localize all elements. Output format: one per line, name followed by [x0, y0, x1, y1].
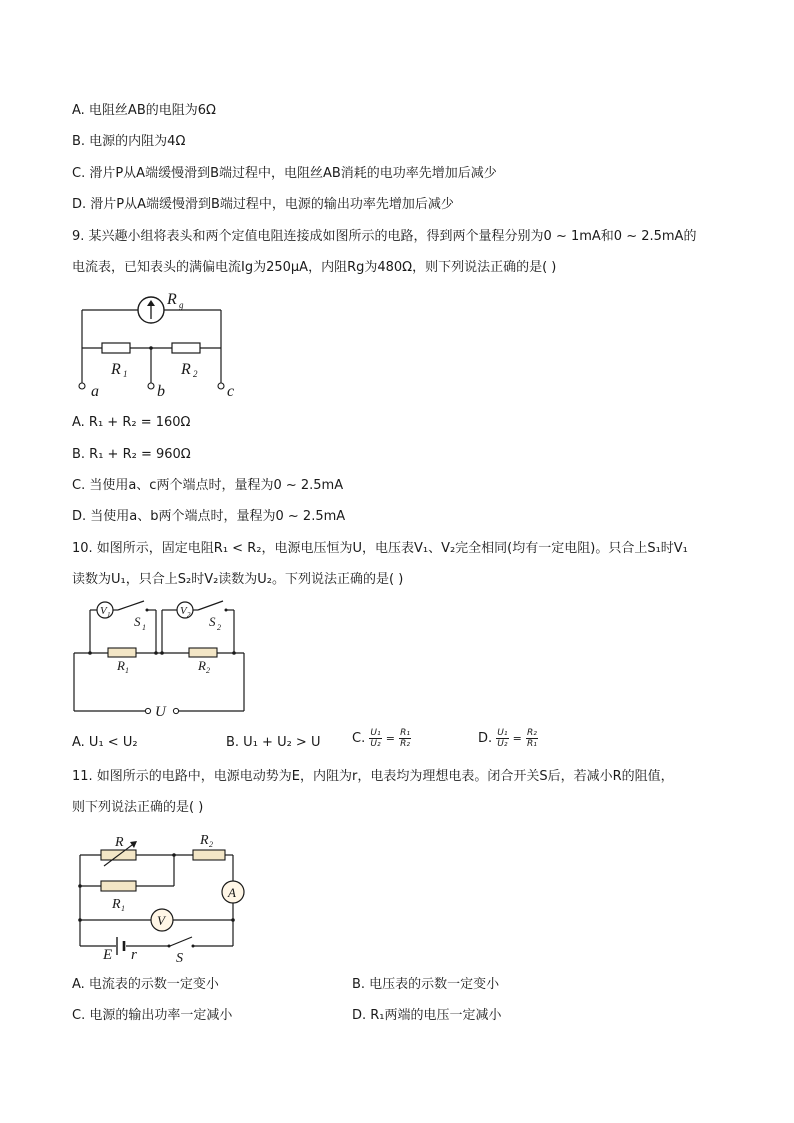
q9-circuit-figure: [70, 285, 250, 400]
q10-option-d-frac-left: $\frac{\text{U₁}}{\text{U₂}}$: [497, 728, 508, 749]
label-rg: R: [167, 291, 177, 308]
resistor-r2-icon: [193, 850, 225, 860]
label-s1: S: [134, 614, 141, 629]
q8-option-b: B. 电源的内阻为4Ω: [72, 134, 186, 149]
q10-option-c-label: C.: [352, 731, 366, 746]
resistor-r1-icon: [108, 648, 136, 657]
label-voltmeter: V: [157, 913, 165, 928]
q11-stem-line1: 11. 如图所示的电路中，电源电动势为E，内阻为r，电表均为理想电表。闭合开关S后，若减小R的阻值，: [72, 769, 674, 784]
label-r1-sub: 1: [121, 904, 125, 913]
q9-option-c: C. 当使用a、c两个端点时，量程为0 ~ 2.5mA: [72, 478, 344, 493]
label-r2: R: [198, 658, 206, 673]
label-s1-sub: 1: [142, 623, 146, 632]
q11-option-a: A. 电流表的示数一定变小: [72, 977, 219, 992]
q8-option-c: C. 滑片P从A端缓慢滑到B端过程中，电阻丝AB消耗的电功率先增加后减少: [72, 166, 497, 181]
q10-option-b: B. U₁ + U₂ > U: [226, 735, 321, 750]
label-s: S: [176, 951, 183, 966]
label-v1: V: [100, 605, 107, 617]
q10-option-a: A. U₁ < U₂: [72, 735, 138, 750]
label-v2-sub: 2: [187, 611, 191, 619]
q10-option-d-label: D.: [478, 731, 493, 746]
label-r1-sub: 1: [123, 369, 128, 379]
terminal-c: [218, 383, 224, 389]
label-b: b: [157, 383, 165, 400]
label-r2: R: [181, 361, 191, 378]
label-c: c: [227, 383, 235, 400]
q10-stem-line1: 10. 如图所示，固定电阻R₁ < R₂，电源电压恒为U，电压表V₁、V₂完全相同(均有一定电阻)。只合上S₁时V₁: [72, 541, 688, 556]
q10-option-c-frac-right: $\frac{\text{R₁}}{\text{R₂}}$: [400, 728, 410, 749]
q9-option-d: D. 当使用a、b两个端点时，量程为0 ~ 2.5mA: [72, 509, 346, 524]
label-r1: R: [117, 658, 125, 673]
label-r2-sub: 2: [206, 666, 210, 675]
label-s2: S: [209, 614, 216, 629]
q8-option-a: A. 电阻丝AB的电阻为6Ω: [72, 103, 216, 118]
q9-stem-line2: 电流表，已知表头的满偏电流Ig为250μA，内阻Rg为480Ω，则下列说法正确的是( ): [72, 260, 557, 275]
terminal-a: [79, 383, 85, 389]
terminal-b: [148, 383, 154, 389]
q11-stem-line2: 则下列说法正确的是( ): [72, 800, 204, 815]
q10-circuit-figure: [70, 597, 250, 720]
q11-circuit-figure: [70, 826, 250, 966]
q10-option-c-frac-left: $\frac{\text{U₁}}{\text{U₂}}$: [370, 728, 381, 749]
q11-option-c: C. 电源的输出功率一定减小: [72, 1008, 233, 1023]
q10-option-d-frac-right: $\frac{\text{R₂}}{\text{R₁}}$: [527, 728, 537, 749]
label-v1-sub: 1: [107, 611, 111, 619]
label-r1-sub: 1: [125, 666, 129, 675]
resistor-r1-icon: [102, 343, 130, 353]
label-r2-sub: 2: [209, 840, 213, 849]
label-r: R: [115, 835, 124, 850]
label-rg-sub: g: [179, 300, 184, 310]
label-e: E: [103, 947, 113, 963]
q10-option-d: D. $\frac{\text{U₁}}{\text{U₂}}$ = $\frac{\text{R₂}}{\text{R₁}}$: [478, 728, 537, 749]
label-r2: R: [200, 833, 209, 848]
q8-option-d: D. 滑片P从A端缓慢滑到B端过程中，电源的输出功率先增加后减少: [72, 197, 454, 212]
resistor-r2-icon: [172, 343, 200, 353]
q10-option-c: C. $\frac{\text{U₁}}{\text{U₂}}$ = $\frac{\text{R₁}}{\text{R₂}}$: [352, 728, 410, 749]
q11-option-d: D. R₁两端的电压一定减小: [352, 1008, 502, 1023]
label-ammeter: A: [228, 885, 236, 900]
label-v2: V: [180, 605, 187, 617]
label-a: a: [91, 383, 99, 400]
q9-option-b: B. R₁ + R₂ = 960Ω: [72, 447, 191, 462]
q9-option-a: A. R₁ + R₂ = 160Ω: [72, 415, 191, 430]
terminal-u-right: [173, 708, 178, 713]
q10-stem-line2: 读数为U₁，只合上S₂时V₂读数为U₂。下列说法正确的是( ): [72, 572, 404, 587]
q9-stem-line1: 9. 某兴趣小组将表头和两个定值电阻连接成如图所示的电路，得到两个量程分别为0 ~ 1mA和0 ~ 2.5mA的: [72, 229, 697, 244]
resistor-r2-icon: [189, 648, 217, 657]
terminal-u-left: [145, 708, 150, 713]
q11-option-b: B. 电压表的示数一定变小: [352, 977, 500, 992]
label-r-internal: r: [131, 947, 137, 963]
label-r1: R: [111, 361, 121, 378]
label-s2-sub: 2: [217, 623, 221, 632]
label-r1: R: [112, 897, 121, 912]
label-r2-sub: 2: [193, 369, 198, 379]
resistor-r1-icon: [101, 881, 136, 891]
label-u: U: [155, 704, 166, 720]
